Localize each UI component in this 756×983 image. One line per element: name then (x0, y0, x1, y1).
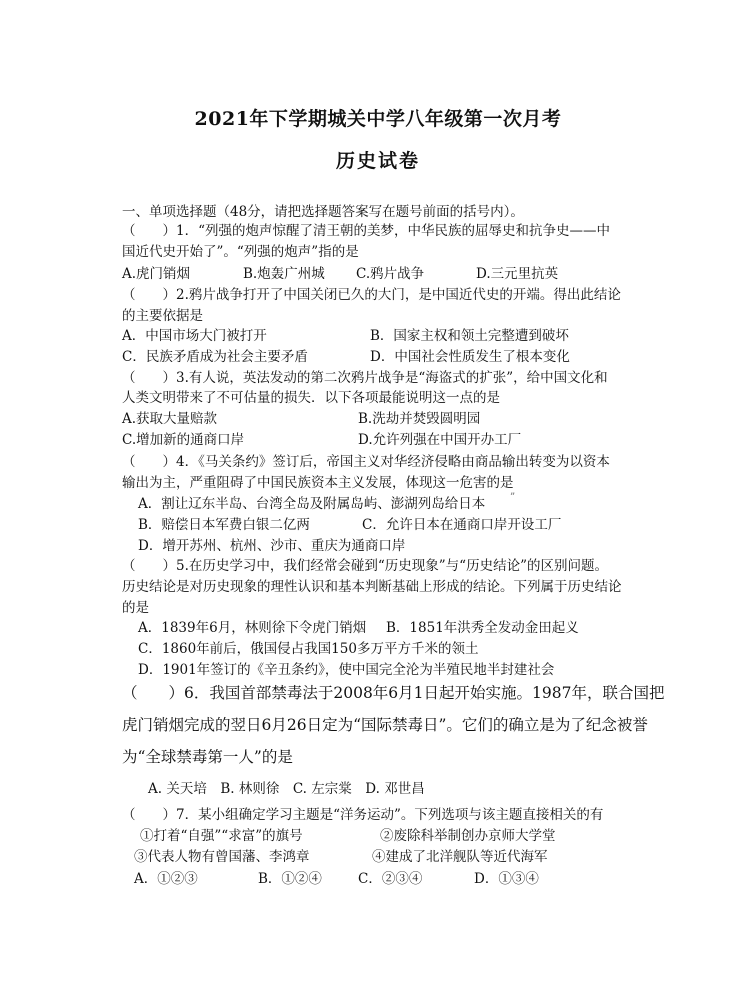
question-3-line-2: 人类文明带来了不可估量的损失．以下各项最能说明这一点的是 (122, 390, 500, 406)
question-7-statement-2: ②废除科举制创办京师大学堂 (380, 828, 556, 844)
question-7-option-d: D．①③④ (474, 871, 539, 887)
question-4-option-d: D．增开苏州、杭州、沙市、重庆为通商口岸 (138, 538, 406, 554)
question-1-line-2: 国近代史开始了”。“列强的炮声”指的是 (122, 244, 359, 260)
question-7-option-a: A．①②③ (134, 871, 198, 887)
question-6-options: A. 关天培 B. 林则徐 C. 左宗棠 D. 邓世昌 (148, 781, 425, 797)
question-1-line-1: （ ）1．“列强的炮声惊醒了清王朝的美梦，中华民族的屈辱史和抗争史——中 (122, 223, 610, 239)
question-2-line-1: （ ）2.鸦片战争打开了中国关闭已久的大门，是中国近代史的开端。得出此结论 (122, 287, 621, 303)
exam-title: 2021年下学期城关中学八年级第一次月考 (194, 108, 562, 130)
question-6-line-2: 虎门销烟完成的翌日6月26日定为“国际禁毒日”。它们的确立是为了纪念被誉 (122, 716, 648, 734)
question-3-option-d: D.允许列强在中国开办工厂 (358, 432, 522, 448)
question-3-option-b: B.洗劫并焚毁圆明园 (358, 411, 481, 427)
question-7-statement-4: ④建成了北洋舰队等近代海军 (372, 849, 548, 865)
question-3-line-1: （ ）3.有人说，英法发动的第二次鸦片战争是“海盗式的扩张”，给中国文化和 (122, 370, 608, 386)
question-4-option-b: B．赔偿日本军费白银二亿两 (138, 517, 310, 533)
question-7-line-1: （ ）7．某小组确定学习主题是“洋务运动”。下列选项与该主题直接相关的有 (122, 807, 604, 823)
stray-mark: ” (510, 492, 516, 503)
exam-subtitle: 历史试卷 (335, 150, 420, 172)
question-1-option-b: B.炮轰广州城 (243, 266, 325, 282)
question-3-option-a: A.获取大量赔款 (122, 411, 218, 427)
question-5-option-a: A．1839年6月，林则徐下令虎门销烟 (138, 620, 367, 636)
question-4-line-2: 输出为主，严重阻碍了中国民族资本主义发展，体现这一危害的是 (122, 475, 514, 491)
question-7-option-b: B．①②④ (258, 871, 322, 887)
question-5-line-3: 的是 (122, 600, 149, 616)
question-5-option-d: D．1901年签订的《辛丑条约》，使中国完全沦为半殖民地半封建社会 (138, 662, 555, 678)
question-7-statement-3: ③代表人物有曾国藩、李鸿章 (134, 849, 310, 865)
question-4-line-1: （ ）4．《马关条约》签订后，帝国主义对华经济侵略由商品输出转变为以资本 (122, 454, 610, 470)
question-2-option-a: A．中国市场大门被打开 (122, 328, 267, 344)
question-1-option-d: D.三元里抗英 (476, 266, 559, 282)
question-2-option-c: C．民族矛盾成为社会主要矛盾 (122, 349, 308, 365)
question-6-line-3: 为“全球禁毒第一人”的是 (122, 748, 293, 766)
section-heading: 一、单项选择题（48分，请把选择题答案写在题号前面的括号内）。 (122, 204, 524, 220)
question-7-statement-1: ①打着“自强”“求富”的旗号 (140, 828, 303, 844)
question-5-option-b: B．1851年洪秀全发动金田起义 (386, 620, 579, 636)
question-4-option-c: C．允许日本在通商口岸开设工厂 (362, 517, 562, 533)
question-5-option-c: C．1860年前后，俄国侵占我国150多万平方千米的领土 (138, 641, 479, 657)
question-4-option-a: A．割让辽东半岛、台湾全岛及附属岛屿、澎湖列岛给日本 (138, 496, 486, 512)
question-5-line-1: （ ）5.在历史学习中，我们经常会碰到“历史现象”与“历史结论”的区别问题。 (122, 558, 608, 574)
question-1-option-c: C.鸦片战争 (356, 266, 425, 282)
question-6-line-1: （ ）6．我国首部禁毒法于2008年6月1日起开始实施。1987年，联合国把 (122, 684, 665, 702)
question-7-option-c: C．②③④ (358, 871, 423, 887)
question-2-line-2: 的主要依据是 (122, 308, 203, 324)
question-1-option-a: A.虎门销烟 (122, 266, 191, 282)
question-5-line-2: 历史结论是对历史现象的理性认识和基本判断基础上形成的结论。下列属于历史结论 (122, 579, 622, 595)
question-3-option-c: C.增加新的通商口岸 (122, 432, 245, 448)
question-2-option-d: D．中国社会性质发生了根本变化 (370, 349, 570, 365)
question-2-option-b: B．国家主权和领土完整遭到破坏 (370, 328, 569, 344)
